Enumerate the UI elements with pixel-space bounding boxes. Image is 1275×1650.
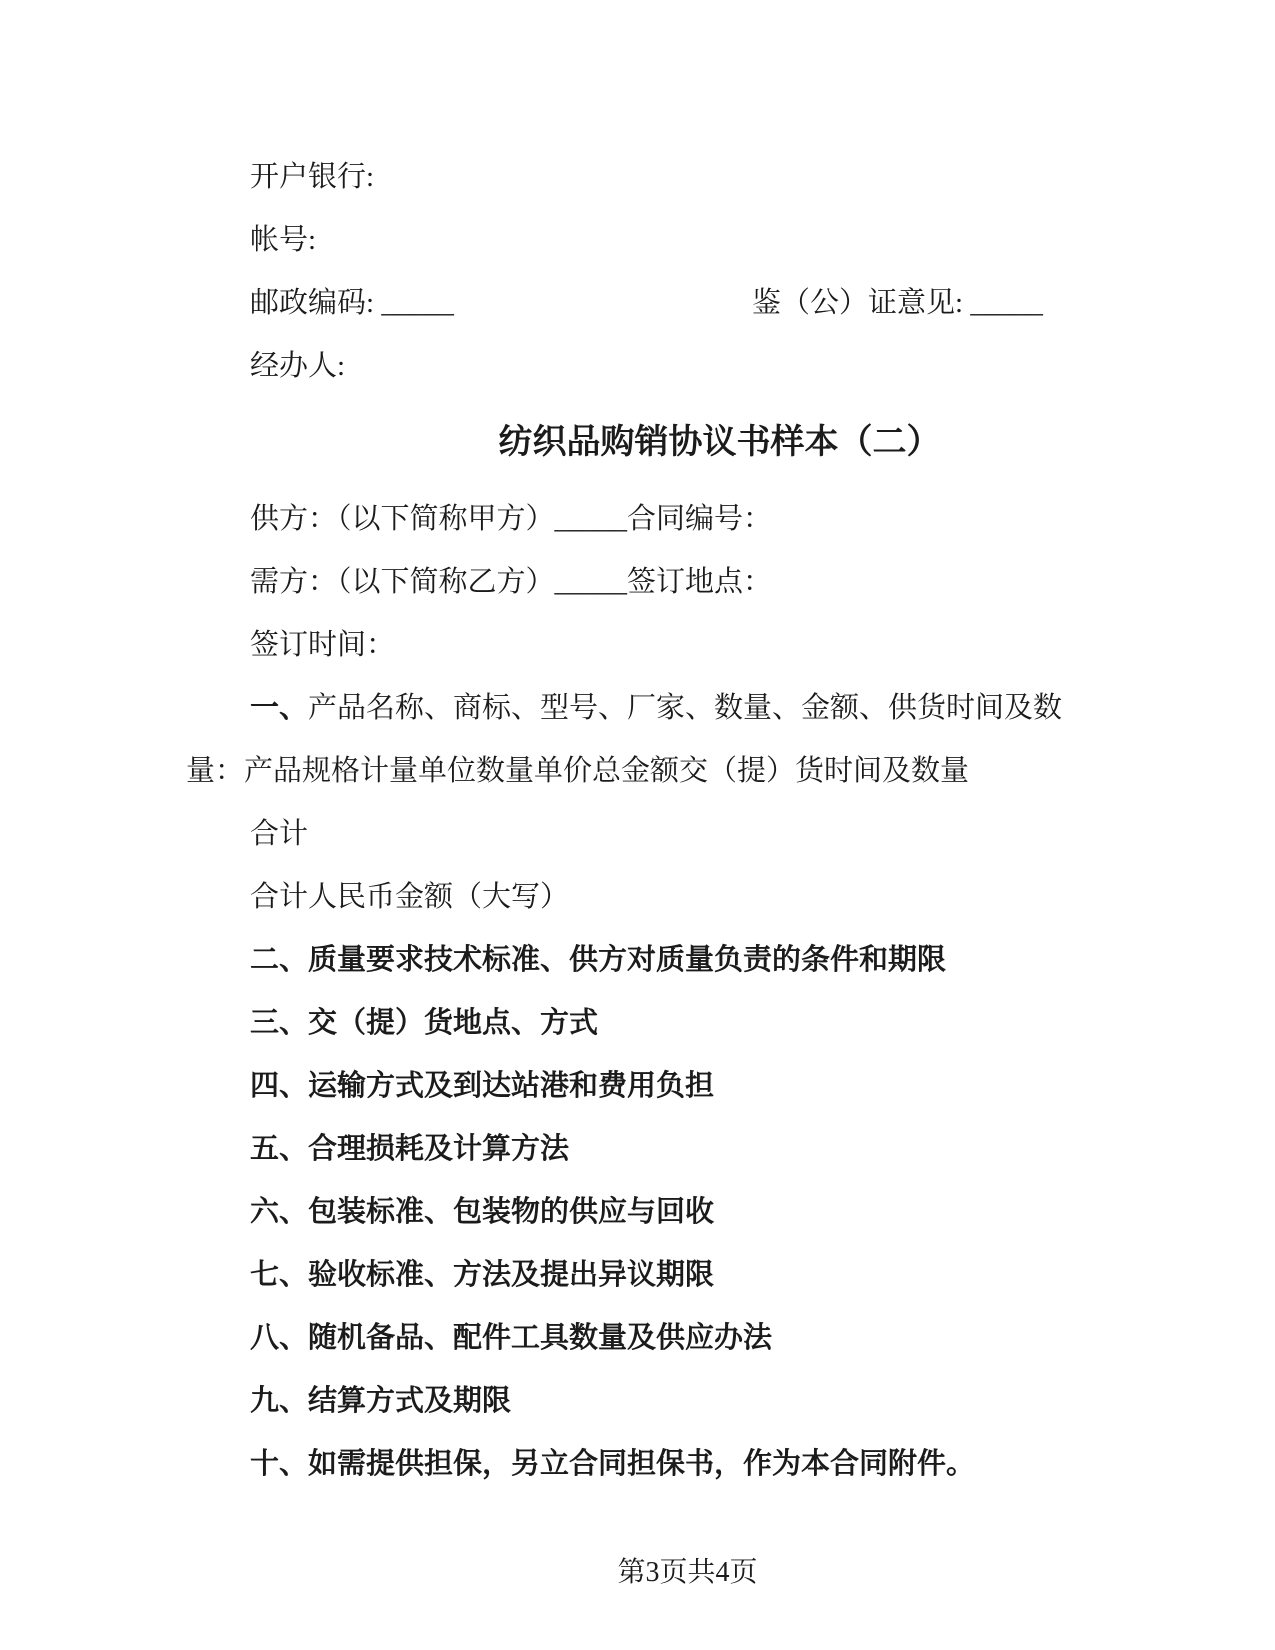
total-row: 合计 bbox=[250, 818, 309, 850]
clause-1 bbox=[186, 677, 1189, 740]
contract-number-label: 合同编号： bbox=[627, 503, 773, 535]
postal-code-label: 邮政编码: bbox=[250, 287, 382, 319]
field-account: 帐号: bbox=[250, 224, 317, 256]
notary-opinion-label: 鉴（公）证意见: bbox=[752, 287, 971, 319]
buyer-blank: _____ bbox=[554, 566, 628, 598]
notary-opinion-group bbox=[752, 272, 1043, 335]
clause-1-text: 产品名称、商标、型号、厂家、数量、金额、供货时间及数 bbox=[308, 692, 1063, 724]
field-supplier bbox=[186, 488, 1189, 551]
clause-8: 八、随机备品、配件工具数量及供应办法 bbox=[250, 1322, 773, 1354]
signing-place-label: 签订地点： bbox=[627, 566, 773, 598]
clause-10: 十、如需提供担保，另立合同担保书，作为本合同附件。 bbox=[250, 1448, 976, 1480]
notary-opinion-blank: _____ bbox=[970, 287, 1043, 319]
clause-5: 五、合理损耗及计算方法 bbox=[250, 1133, 570, 1165]
field-bank: 开户银行: bbox=[250, 161, 375, 193]
supplier-blank: _____ bbox=[554, 503, 628, 535]
supplier-label: 供方：（以下简称甲方） bbox=[250, 503, 555, 535]
clause-4: 四、运输方式及到达站港和费用负担 bbox=[250, 1070, 715, 1102]
total-amount-words: 合计人民币金额（大写） bbox=[250, 881, 570, 913]
clause-2: 二、质量要求技术标准、供方对质量负责的条件和期限 bbox=[250, 944, 947, 976]
clause-9: 九、结算方式及期限 bbox=[250, 1385, 512, 1417]
page-number-footer: 第3页共4页 bbox=[617, 1557, 758, 1588]
document-title: 纺织品购销协议书样本（二） bbox=[498, 424, 941, 461]
row-postal-notary bbox=[186, 272, 1189, 335]
clause-6: 六、包装标准、包装物的供应与回收 bbox=[250, 1196, 715, 1228]
field-buyer bbox=[186, 551, 1189, 614]
field-agent: 经办人: bbox=[250, 350, 346, 382]
field-sign-time: 签订时间： bbox=[250, 629, 396, 661]
clause-1-marker: 一、 bbox=[250, 692, 309, 724]
clause-1-continuation: 量：产品规格计量单位数量单价总金额交（提）货时间及数量 bbox=[186, 755, 970, 787]
buyer-label: 需方：（以下简称乙方） bbox=[250, 566, 555, 598]
clause-3: 三、交（提）货地点、方式 bbox=[250, 1007, 599, 1039]
clause-7: 七、验收标准、方法及提出异议期限 bbox=[250, 1259, 715, 1291]
postal-code-blank: _____ bbox=[381, 287, 454, 319]
